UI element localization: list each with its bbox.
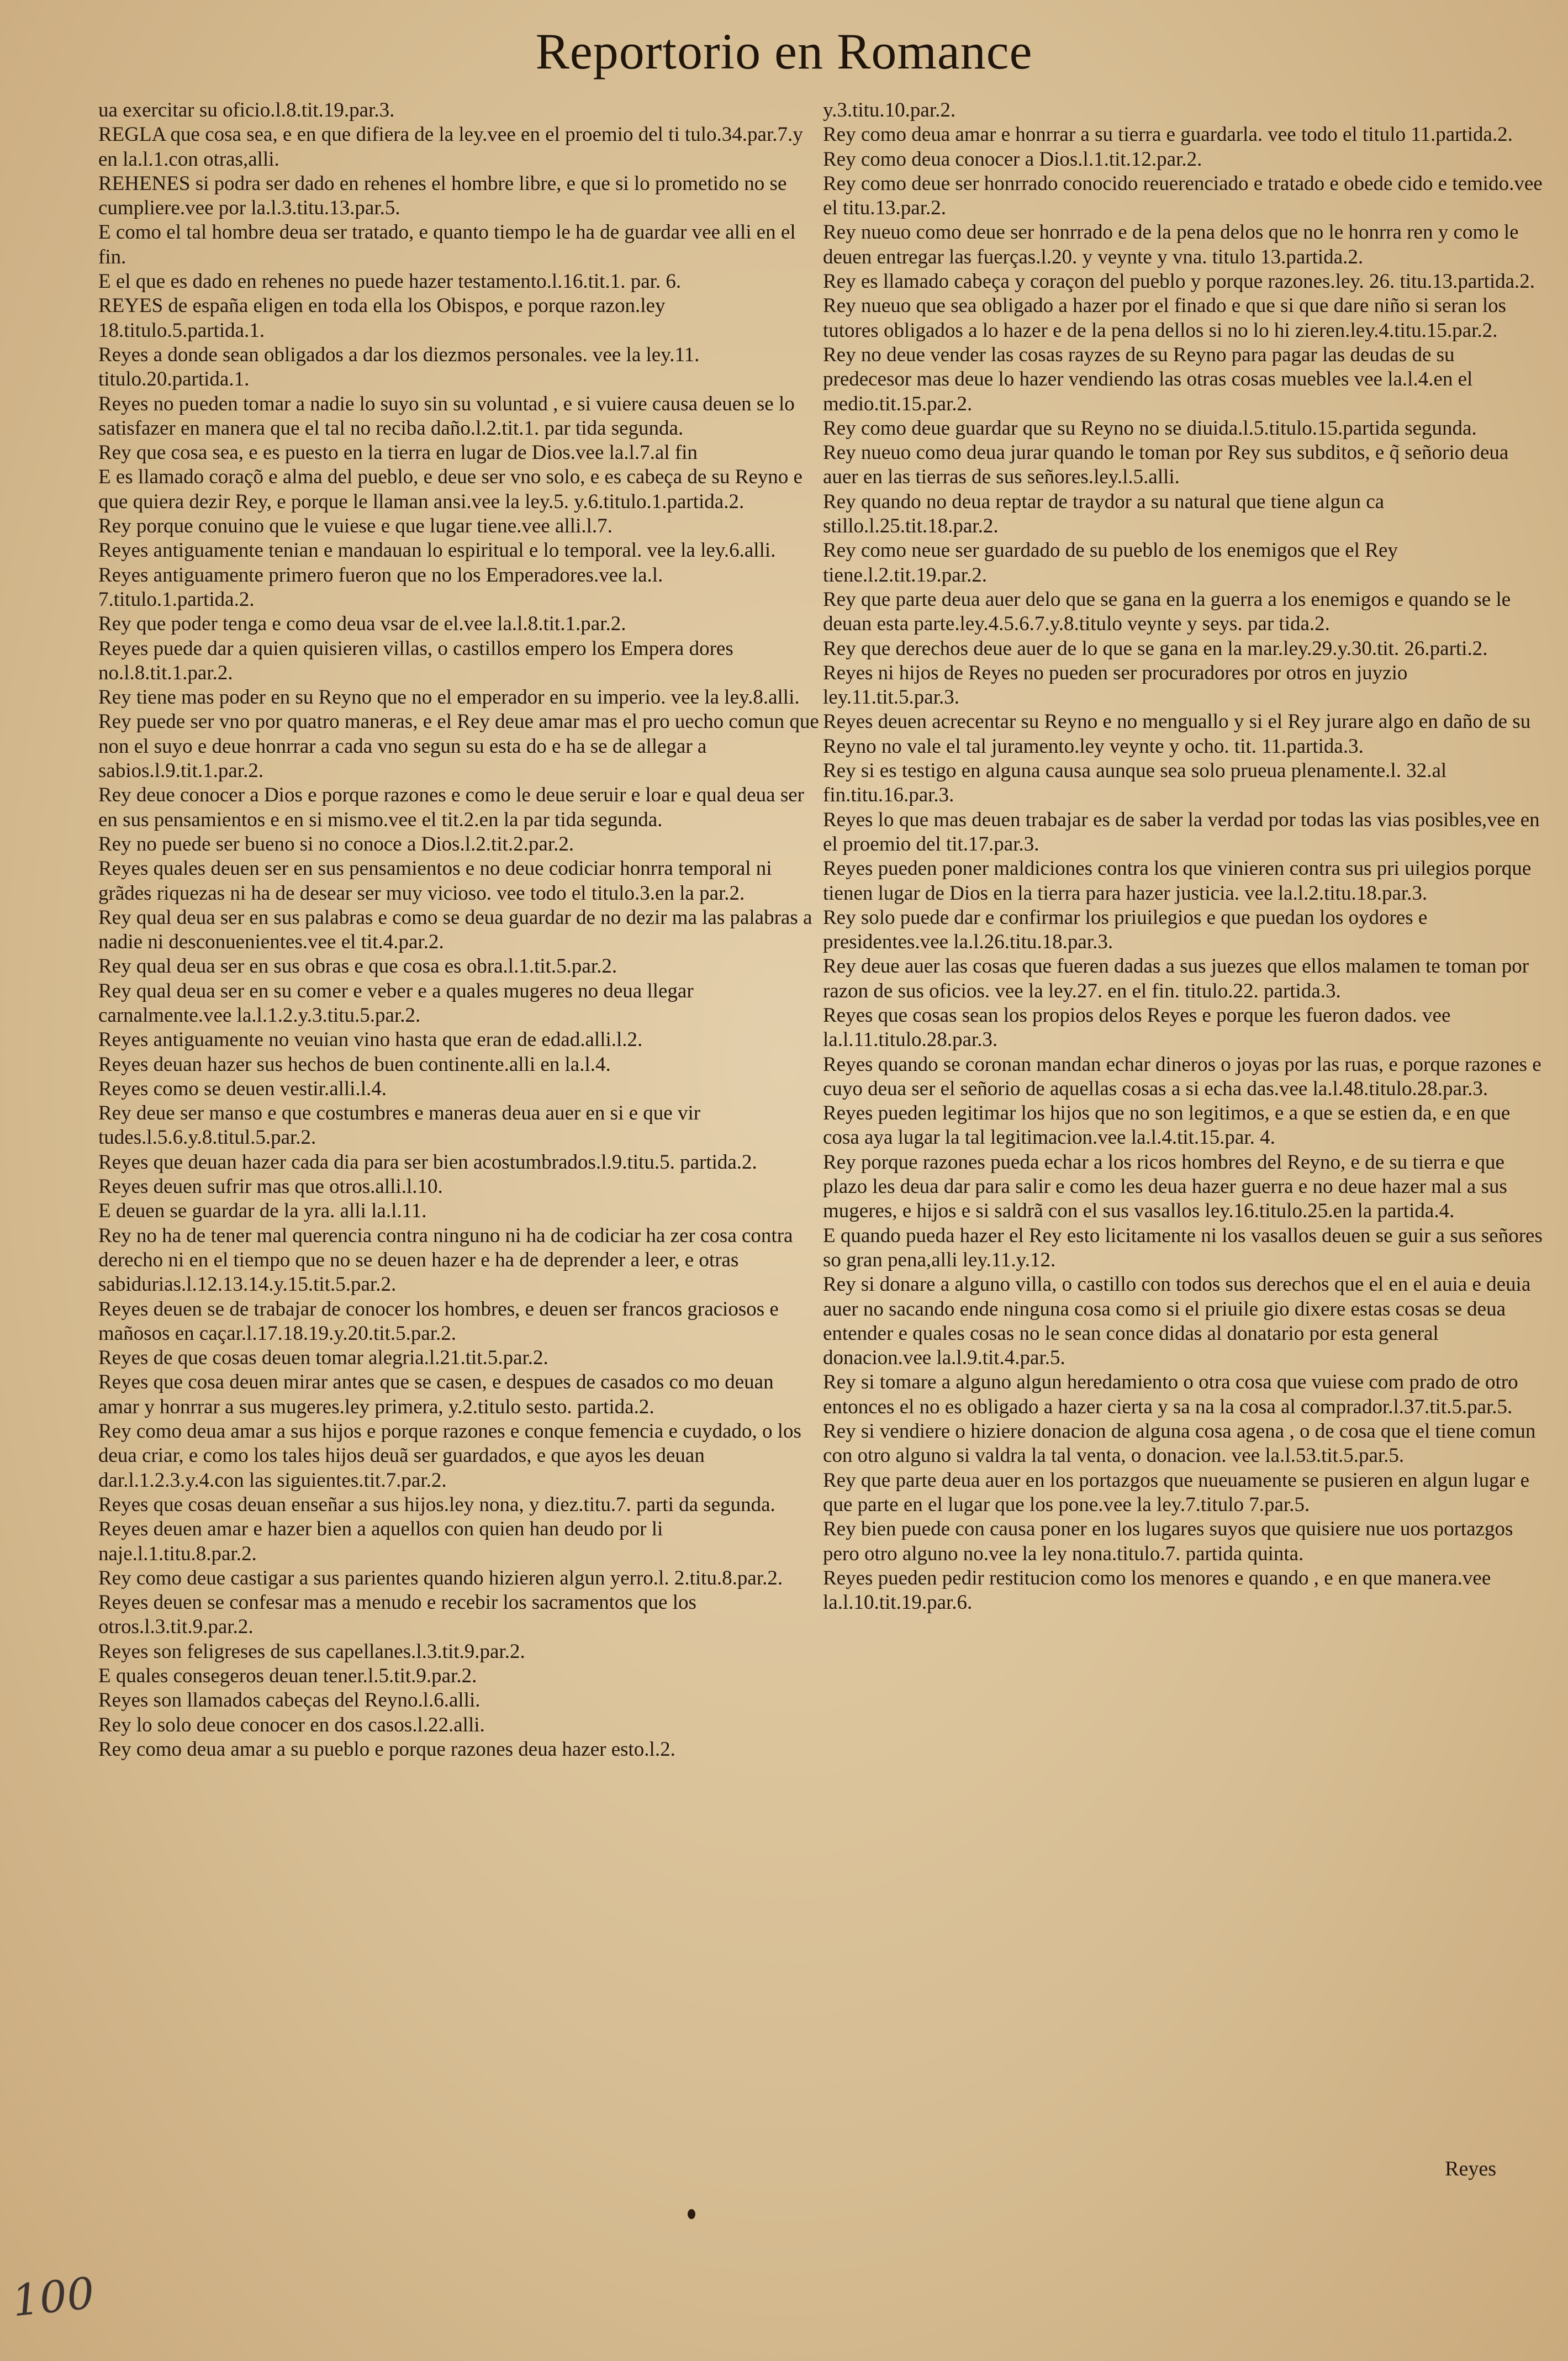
index-entry: E quales consegeros deuan tener.l.5.tit.9.par.2. bbox=[98, 1665, 477, 1687]
index-entry: Rey porque conuino que le vuiese e que lugar tiene.vee alli.l.7. bbox=[98, 515, 613, 538]
index-entry: Reyes antiguamente tenian e mandauan lo espiritual e lo temporal. vee la ley.6.alli. bbox=[98, 539, 776, 562]
index-entry: Reyes deuen acrecentar su Reyno e no menguallo y si el Rey jurare algo en daño de su Reyno no vale el tal juramento.ley veynte y ocho. tit. 11.partida.3. bbox=[823, 710, 1531, 758]
index-entry: Rey no puede ser bueno si no conoce a Dios.l.2.tit.2.par.2. bbox=[98, 832, 574, 855]
index-entry: Reyes deuen sufrir mas que otros.alli.l.10. bbox=[98, 1175, 443, 1198]
index-entry: REGLA que cosa sea, e en que difiera de la ley.vee en el proemio del ti tulo.34.par.7.y en la.l.1.con otras,alli. bbox=[98, 123, 803, 171]
index-entry: E como el tal hombre deua ser tratado, e quanto tiempo le ha de guardar vee alli en el fin. bbox=[98, 221, 796, 268]
index-entry: Rey nueuo como deua jurar quando le toman por Rey sus subditos, e q̃ señorio deua auer en las tierras de sus señores.ley.l.5.alli. bbox=[823, 441, 1509, 489]
index-entry: REHENES si podra ser dado en rehenes el hombre libre, e que si lo prometido no se cumpliere.vee por la.l.3.titu.13.par.5. bbox=[98, 172, 787, 220]
index-entry: Rey deue conocer a Dios e porque razones e como le deue seruir e loar e qual deua ser en sus pensamientos e en si mismo.vee el tit.2.en la par tida segunda. bbox=[98, 784, 804, 831]
index-entry: E es llamado coraçõ e alma del pueblo, e deue ser vno solo, e es cabeça de su Reyno e que quiera dezir Rey, e porque le llaman ansi.vee la ley.5. y.6.titulo.1.partida.2. bbox=[98, 466, 803, 513]
index-entry: Reyes son llamados cabeças del Reyno.l.6.alli. bbox=[98, 1689, 481, 1712]
index-entry: Rey si vendiere o hiziere donacion de alguna cosa agena , o de cosa que el tiene comun con otro alguno si valdra la tal venta, o donacion. vee la.l.53.tit.5.par.5. bbox=[823, 1420, 1536, 1467]
index-entry: Rey deue ser manso e que costumbres e maneras deua auer en si e que vir tudes.l.5.6.y.8.titul.5.par.2. bbox=[98, 1102, 701, 1149]
index-entry: Rey no ha de tener mal querencia contra ninguno ni ha de codiciar ha zer cosa contra derecho ni en el tiempo que no se deuen hazer e ha de deprender a leer, e otras sabidurias.l.12.13.14.y.15.tit.5.par.2. bbox=[98, 1224, 793, 1296]
index-entry: Rey que derechos deue auer de lo que se gana en la mar.ley.29.y.30.tit. 26.parti.2. bbox=[823, 637, 1488, 660]
index-entry: Reyes pueden poner maldiciones contra los que vinieren contra sus pri uilegios porque tienen lugar de Dios en la tierra para hazer justicia. vee la.l.2.titu.18.par.3. bbox=[823, 857, 1532, 905]
index-entry: Rey nueuo como deue ser honrrado e de la pena delos que no le honrra ren y como le deuen entregar las fuerças.l.20. y veynte y vna. titulo 13.partida.2. bbox=[823, 221, 1519, 268]
index-entry: REYES de españa eligen en toda ella los Obispos, e porque razon.ley 18.titulo.5.partida.1. bbox=[98, 294, 666, 342]
page-title: Reportorio en Romance bbox=[535, 23, 1033, 80]
index-entry: Reyes que cosas deuan enseñar a sus hijos.ley nona, y diez.titu.7. parti da segunda. bbox=[98, 1493, 775, 1516]
index-entry: Reyes de que cosas deuen tomar alegria.l.21.tit.5.par.2. bbox=[98, 1346, 548, 1370]
index-entry: Rey como neue ser guardado de su pueblo de los enemigos que el Rey tiene.l.2.tit.19.par.2. bbox=[823, 539, 1398, 587]
index-entry: Reyes pueden pedir restitucion como los menores e quando , e en que manera.vee la.l.10.tit.19.par.6. bbox=[823, 1566, 1491, 1614]
index-entry: Reyes son feligreses de sus capellanes.l.3.tit.9.par.2. bbox=[98, 1640, 525, 1663]
index-entry: Reyes que deuan hazer cada dia para ser bien acostumbrados.l.9.titu.5. partida.2. bbox=[98, 1150, 757, 1174]
index-entry: Reyes que cosa deuen mirar antes que se casen, e despues de casados co mo deuan amar y honrrar a sus mugeres.ley primera, y.2.titulo sesto. partida.2. bbox=[98, 1371, 774, 1418]
ink-dot bbox=[688, 2209, 695, 2219]
index-entry: Reyes deuan hazer sus hechos de buen continente.alli en la.l.4. bbox=[98, 1053, 611, 1076]
index-entry: Rey tiene mas poder en su Reyno que no el emperador en su imperio. vee la ley.8.alli. bbox=[98, 686, 800, 709]
index-entry: Rey no deue vender las cosas rayzes de su Reyno para pagar las deudas de su predecesor mas deue lo hazer vendiendo las otras cosas muebles vee la.l.4.en el medio.tit.15.par.2. bbox=[823, 343, 1473, 415]
index-entry: Reyes ni hijos de Reyes no pueden ser procuradores por otros en juyzio ley.11.tit.5.par.3. bbox=[823, 661, 1408, 709]
catchword: Reyes bbox=[1445, 2157, 1496, 2180]
index-entry: Rey si es testigo en alguna causa aunque sea solo prueua plenamente.l. 32.al fin.titu.16.par.3. bbox=[823, 759, 1447, 807]
index-entry: Rey es llamado cabeça y coraçon del pueblo y porque razones.ley. 26. titu.13.partida.2. bbox=[823, 270, 1535, 293]
index-entry: E quando pueda hazer el Rey esto licitamente ni los vasallos deuen se guir a sus señores so gran pena,alli ley.11.y.12. bbox=[823, 1224, 1543, 1271]
index-entry: Reyes como se deuen vestir.alli.l.4. bbox=[98, 1077, 387, 1100]
right-column bbox=[823, 98, 1544, 1615]
left-column bbox=[98, 98, 819, 1762]
index-entry: Reyes pueden legitimar los hijos que no son legitimos, e a que se estien da, e en que cosa aya lugar la tal legitimacion.vee la.l.4.tit.15.par. 4. bbox=[823, 1102, 1511, 1149]
index-entry: Rey porque razones pueda echar a los ricos hombres del Reyno, e de su tierra e que plazo les deua dar para salir e como les deua hazer guerra e no deue hazer mal a sus mugeres, e hijos e si saldrã con el sus vasallos ley.16.titulo.25.en la partida.4. bbox=[823, 1150, 1507, 1223]
index-entry: Reyes quando se coronan mandan echar dineros o joyas por las ruas, e porque razones e cuyo deua ser el señorio de aquellas cosas a si echa das.vee la.l.48.titulo.28.par.3. bbox=[823, 1053, 1541, 1100]
index-entry: Rey que parte deua auer delo que se gana en la guerra a los enemigos e quando se le deuan esta parte.ley.4.5.6.7.y.8.titulo veynte y seys. par tida.2. bbox=[823, 588, 1511, 636]
index-entry: Rey como deue guardar que su Reyno no se diuida.l.5.titulo.15.partida segunda. bbox=[823, 416, 1477, 440]
index-entry: Rey bien puede con causa poner en los lugares suyos que quisiere nue uos portazgos pero otro alguno no.vee la ley nona.titulo.7. partida quinta. bbox=[823, 1518, 1513, 1565]
index-entry: Rey como deua amar a sus hijos e porque razones e conque femencia e cuydado, o los deua criar, e como los tales hijos deuã ser guardados, e que ayos les deuan dar.l.1.2.3.y.4.con las siguientes.tit.7.par.2. bbox=[98, 1420, 801, 1492]
index-entry: Reyes a donde sean obligados a dar los diezmos personales. vee la ley.11. titulo.20.partida.1. bbox=[98, 343, 700, 391]
index-entry: Rey deue auer las cosas que fueren dadas a sus juezes que ellos malamen te toman por razon de sus oficios. vee la ley.27. en el fin. titulo.22. partida.3. bbox=[823, 955, 1529, 1002]
index-entry: Reyes deuen se de trabajar de conocer los hombres, e deuen ser francos graciosos e mañosos en caçar.l.17.18.19.y.20.tit.5.par.2. bbox=[98, 1297, 779, 1345]
index-entry: Rey puede ser vno por quatro maneras, e el Rey deue amar mas el pro uecho comun que non el suyo e deue honrrar a cada vno segun su esta do e ha se de allegar a sabios.l.9.tit.1.par.2. bbox=[98, 710, 819, 783]
index-entry: Reyes quales deuen ser en sus pensamientos e no deue codiciar honrra temporal ni grãdes riquezas ni ha de desear ser muy vicioso. vee todo el titulo.3.en la par.2. bbox=[98, 857, 772, 905]
index-entry: Rey qual deua ser en sus obras e que cosa es obra.l.1.tit.5.par.2. bbox=[98, 955, 617, 978]
index-entry: E deuen se guardar de la yra. alli la.l.11. bbox=[98, 1200, 427, 1223]
index-entry: Reyes antiguamente primero fueron que no los Emperadores.vee la.l. 7.titulo.1.partida.2. bbox=[98, 563, 663, 611]
index-entry: Reyes deuen se confesar mas a menudo e recebir los sacramentos que los otros.l.3.tit.9.par.2. bbox=[98, 1591, 696, 1639]
index-entry: Reyes lo que mas deuen trabajar es de saber la verdad por todas las vias posibles,vee en el proemio del tit.17.par.3. bbox=[823, 808, 1540, 855]
index-entry: Rey si tomare a alguno algun heredamiento o otra cosa que vuiese com prado de otro entonces el no es obligado a hazer cierta y sa na la cosa al comprador.l.37.tit.5.par.5. bbox=[823, 1371, 1518, 1418]
index-entry: Rey si donare a alguno villa, o castillo con todos sus derechos que el en el auia e deuia auer no sacando ende ninguna cosa como si el priuile gio dixere estas cosas se deua entender e quales cosas no le sean conce didas al donatario por esta general donacion.vee la.l.9.tit.4.par.5. bbox=[823, 1273, 1531, 1370]
index-entry: Rey qual deua ser en su comer e veber e a quales mugeres no deua llegar carnalmente.vee la.l.1.2.y.3.titu.5.par.2. bbox=[98, 979, 694, 1027]
index-entry: Reyes que cosas sean los propios delos Reyes e porque les fueron dados. vee la.l.11.titulo.28.par.3. bbox=[823, 1003, 1451, 1052]
index-entry: Rey como deue castigar a sus parientes quando hizieren algun yerro.l. 2.titu.8.par.2. bbox=[98, 1566, 783, 1589]
index-entry: ua exercitar su oficio.l.8.tit.19.par.3. bbox=[98, 99, 395, 122]
index-entry: E el que es dado en rehenes no puede hazer testamento.l.16.tit.1. par. 6. bbox=[98, 270, 682, 293]
index-entry: Rey como deue ser honrrado conocido reuerenciado e tratado e obede cido e temido.vee el titu.13.par.2. bbox=[823, 172, 1543, 220]
index-entry: Rey como deua amar e honrrar a su tierra e guardarla. vee todo el titulo 11.partida.2. bbox=[823, 123, 1513, 146]
index-entry: Rey qual deua ser en sus palabras e como se deua guardar de no dezir ma las palabras a nadie ni desconuenientes.vee el tit.4.par.2. bbox=[98, 906, 812, 954]
index-entry: Rey que poder tenga e como deua vsar de el.vee la.l.8.tit.1.par.2. bbox=[98, 612, 626, 636]
index-entry: Reyes deuen amar e hazer bien a aquellos con quien han deudo por li naje.l.1.titu.8.par.2. bbox=[98, 1518, 663, 1565]
index-entry: Rey como deua conocer a Dios.l.1.tit.12.par.2. bbox=[823, 147, 1202, 171]
index-entry: Reyes no pueden tomar a nadie lo suyo sin su voluntad , e si vuiere causa deuen se lo satisfazer en manera que el tal no reciba daño.l.2.tit.1. par tida segunda. bbox=[98, 392, 795, 440]
index-entry: Rey quando no deua reptar de traydor a su natural que tiene algun ca stillo.l.25.tit.18.par.2. bbox=[823, 490, 1385, 538]
index-entry: y.3.titu.10.par.2. bbox=[823, 99, 956, 122]
index-entry: Rey nueuo que sea obligado a hazer por el finado e que si que dare niño si seran los tutores obligados a lo hazer e de la pena dellos si no lo hi zieren.ley.4.titu.15.par.2. bbox=[823, 294, 1507, 342]
index-entry: Rey que parte deua auer en los portazgos que nueuamente se pusieren en algun lugar e que parte en el lugar que los pone.vee la ley.7.titulo 7.par.5. bbox=[823, 1469, 1530, 1516]
handwritten-page-number: 100 bbox=[9, 2268, 97, 2327]
index-entry: Rey como deua amar a su pueblo e porque razones deua hazer esto.l.2. bbox=[98, 1737, 675, 1761]
index-entry: Rey lo solo deue conocer en dos casos.l.22.alli. bbox=[98, 1713, 485, 1736]
index-entry: Reyes puede dar a quien quisieren villas, o castillos empero los Empera dores no.l.8.tit.1.par.2. bbox=[98, 637, 733, 684]
index-entry: Reyes antiguamente no veuian vino hasta que eran de edad.alli.l.2. bbox=[98, 1028, 643, 1052]
index-entry: Rey solo puede dar e confirmar los priuilegios e que puedan los oydores e presidentes.vee la.l.26.titu.18.par.3. bbox=[823, 906, 1428, 954]
index-entry: Rey que cosa sea, e es puesto en la tierra en lugar de Dios.vee la.l.7.al fin bbox=[98, 441, 698, 464]
